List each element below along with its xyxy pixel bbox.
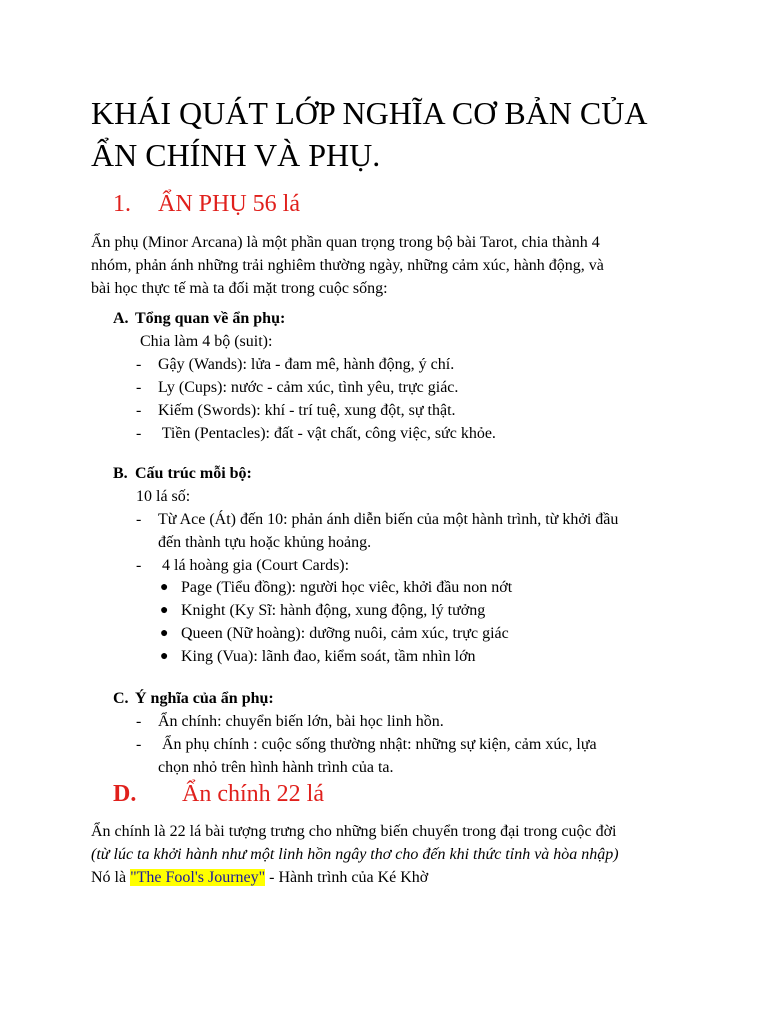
section-d-title: Ẩn chính 22 lá (182, 781, 324, 807)
section-b-letter: B. (113, 465, 128, 482)
court-card-list (160, 576, 513, 668)
list-item: - Tiền (Pentacles): đất - vật chất, công việc, sức khỏe. (158, 422, 496, 445)
list-item: - Gậy (Wands): lửa - đam mê, hành động, ý chí. (158, 353, 496, 376)
list-item: ● Page (Tiểu đồng): người học viêc, khởi đầu non nớt (181, 576, 512, 599)
section-c-heading (113, 687, 274, 710)
bullet-marker: ● (160, 649, 169, 664)
section-a-title: Tổng quan về ẩn phụ: (135, 310, 286, 327)
list-item: - Ẩn phụ chính : cuộc sống thường nhật: những sự kiện, cảm xúc, lựa chọn nhỏ trên hình hành trình của ta. (158, 733, 597, 779)
dash-marker: - (136, 356, 142, 373)
section-d-heading (113, 780, 324, 808)
suit-list (136, 353, 496, 445)
section-a-heading (113, 307, 285, 330)
section-1-title: ẨN PHỤ 56 lá (158, 191, 300, 217)
section-b-heading (113, 462, 252, 485)
section-1-heading (113, 190, 300, 218)
dash-marker: - (136, 425, 142, 442)
dash-marker: - (136, 557, 142, 574)
section-1-intro (91, 231, 691, 300)
section-1-number: 1. (113, 191, 131, 217)
dash-marker: - (136, 379, 142, 396)
document-title (91, 92, 731, 176)
section-a-letter: A. (113, 310, 129, 327)
dash-marker: - (136, 511, 142, 528)
list-item: - 4 lá hoàng gia (Court Cards): (158, 554, 618, 577)
intro-line: nhóm, phản ánh những trải nghiêm thường ngày, những cảm xúc, hành động, và (91, 257, 604, 274)
section-d-body (91, 820, 691, 889)
highlighted-phrase: "The Fool's Journey" (130, 869, 266, 886)
meaning-list (136, 710, 597, 779)
body-line: Nó là "The Fool's Journey" - Hành trình của Ké Khờ (91, 869, 429, 886)
bullet-marker: ● (160, 626, 169, 641)
dash-marker: - (136, 402, 142, 419)
bullet-marker: ● (160, 580, 169, 595)
body-line: Ẩn chính là 22 lá bài tượng trưng cho những biến chuyển trong đại trong cuộc đời (91, 823, 617, 840)
list-item: ● King (Vua): lãnh đao, kiểm soát, tầm nhìn lớn (181, 645, 512, 668)
section-a-subtitle: Chia làm 4 bộ (suit): (140, 333, 273, 350)
section-d-letter: D. (113, 781, 137, 807)
dash-marker: - (136, 713, 142, 730)
list-item: - Ẩn chính: chuyển biến lớn, bài học linh hồn. (158, 710, 597, 733)
list-item: ● Queen (Nữ hoàng): dưỡng nuôi, cảm xúc, trực giác (181, 622, 512, 645)
section-b-title: Cấu trúc mỗi bộ: (135, 465, 252, 482)
list-item: - Từ Ace (Át) đến 10: phản ánh diễn biến của một hành trình, từ khởi đầu đến thành tựu hoặc khủng hoảng. (158, 508, 618, 554)
list-item: - Kiếm (Swords): khí - trí tuệ, xung đột, sự thật. (158, 399, 496, 422)
intro-line: Ẩn phụ (Minor Arcana) là một phần quan trọng trong bộ bài Tarot, chia thành 4 (91, 234, 600, 251)
list-item: - Ly (Cups): nước - cảm xúc, tình yêu, trực giác. (158, 376, 496, 399)
title-line-1: KHÁI QUÁT LỚP NGHĨA CƠ BẢN CỦA (91, 95, 648, 131)
section-c-letter: C. (113, 690, 129, 707)
list-item: ● Knight (Ky Sĩ: hành động, xung động, lý tưởng (181, 599, 512, 622)
dash-marker: - (136, 736, 142, 753)
bullet-marker: ● (160, 603, 169, 618)
section-c-title: Ý nghĩa của ẩn phụ: (135, 690, 274, 707)
intro-line: bài học thực tế mà ta đối mặt trong cuộc sống: (91, 280, 388, 297)
section-b-subtitle: 10 lá số: (136, 488, 191, 505)
body-line-italic: (từ lúc ta khởi hành như một linh hồn ngây thơ cho đến khi thức tỉnh và hòa nhập) (91, 846, 619, 863)
title-line-2: ẨN CHÍNH VÀ PHỤ. (91, 137, 381, 173)
structure-list (136, 508, 619, 577)
